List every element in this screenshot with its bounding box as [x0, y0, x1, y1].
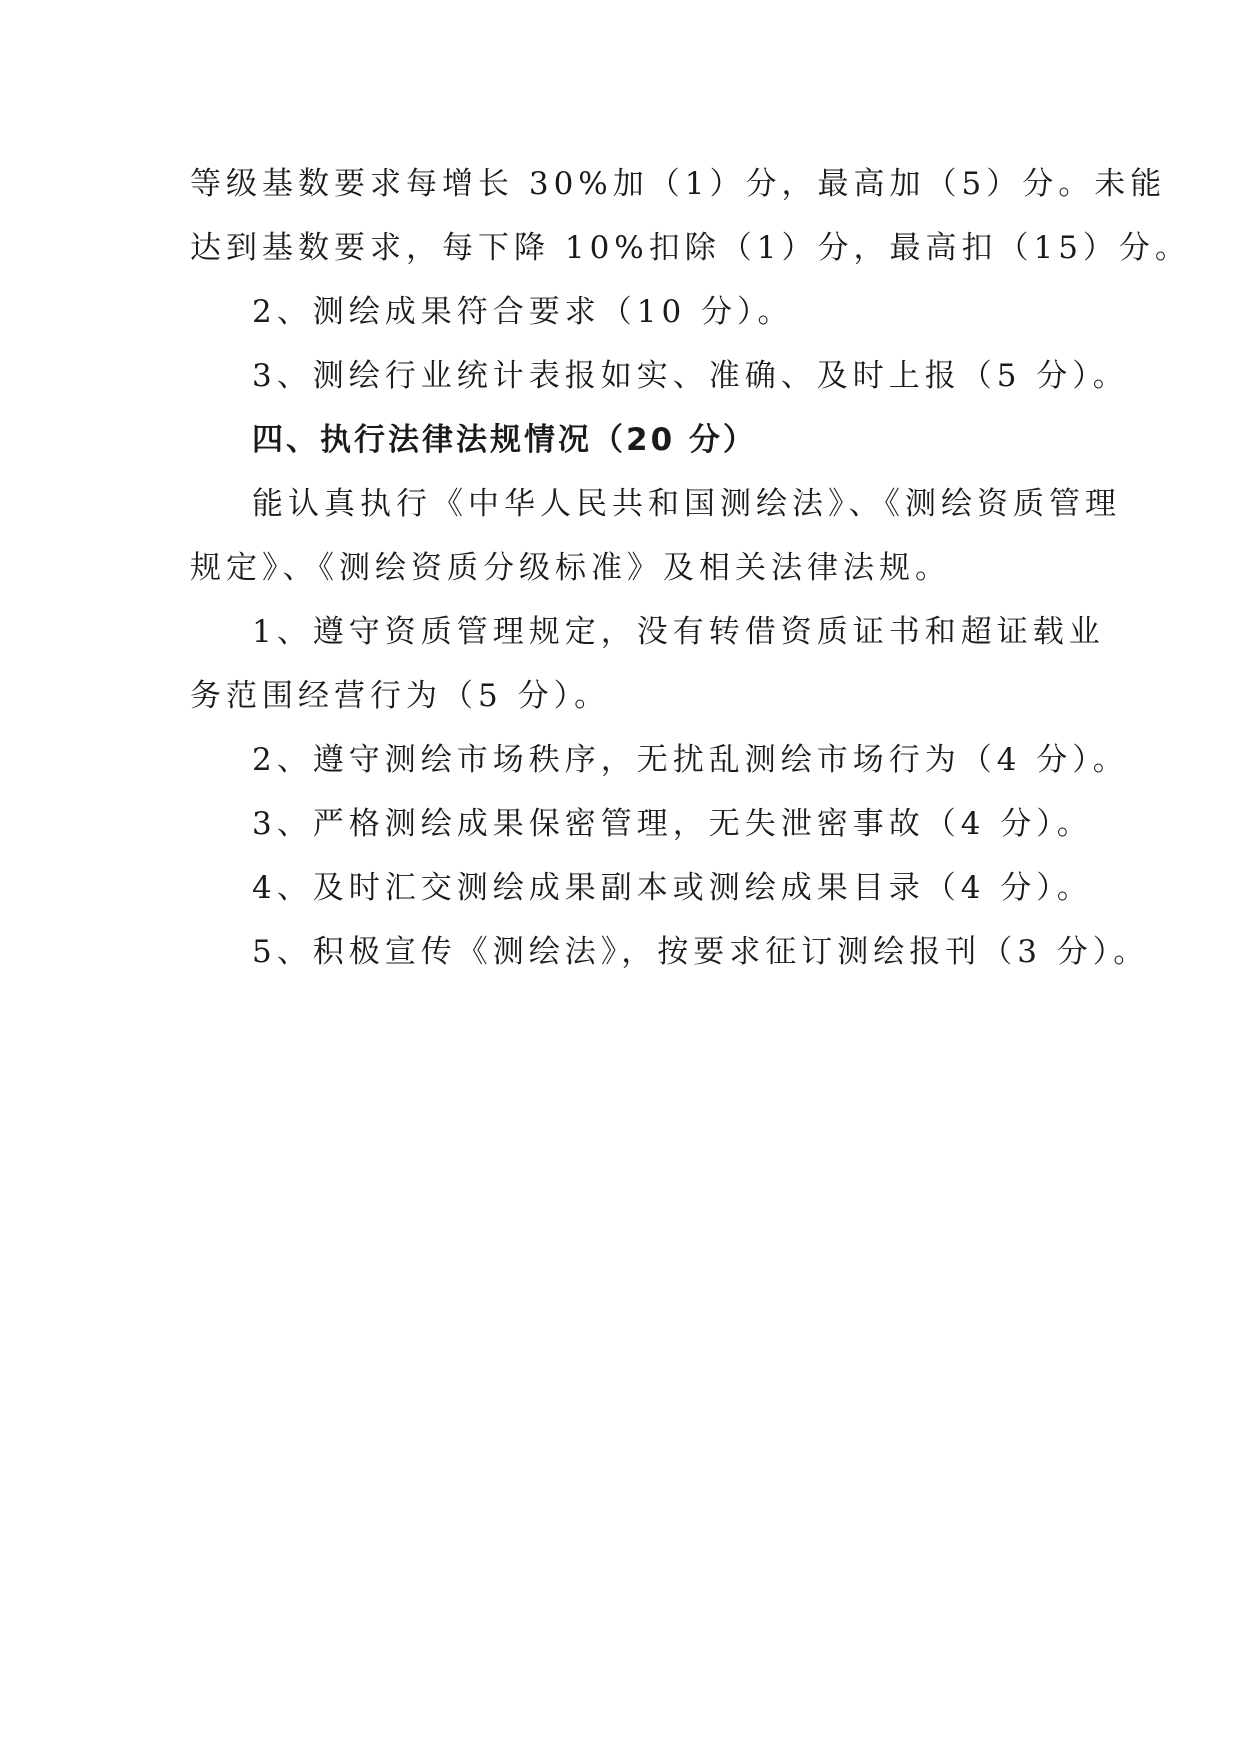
list-item: 5、积极宣传《测绘法》，按要求征订测绘报刊（3 分）。 [252, 934, 1150, 970]
list-item: 3、测绘行业统计表报如实、准确、及时上报（5 分）。 [252, 358, 1129, 394]
section-heading: 四、执行法律法规情况（20 分） [252, 422, 757, 458]
list-item-continuation: 务范围经营行为（5 分）。 [190, 678, 611, 714]
list-item: 4、及时汇交测绘成果副本或测绘成果目录（4 分）。 [252, 870, 1093, 906]
list-item: 1、遵守资质管理规定，没有转借资质证书和超证载业 [252, 614, 1105, 650]
list-item: 3、严格测绘成果保密管理，无失泄密事故（4 分）。 [252, 806, 1093, 842]
paragraph-line: 能认真执行《中华人民共和国测绘法》、《测绘资质管理 [252, 486, 1121, 522]
list-item: 2、测绘成果符合要求（10 分）。 [252, 294, 794, 330]
paragraph-line: 规定》、《测绘资质分级标准》及相关法律法规。 [190, 550, 951, 586]
paragraph-line: 达到基数要求，每下降 10%扣除（1）分，最高扣（15）分。 [190, 230, 1191, 266]
paragraph-line: 等级基数要求每增长 30%加（1）分，最高加（5）分。未能 [190, 166, 1167, 202]
list-item: 2、遵守测绘市场秩序，无扰乱测绘市场行为（4 分）。 [252, 742, 1129, 778]
